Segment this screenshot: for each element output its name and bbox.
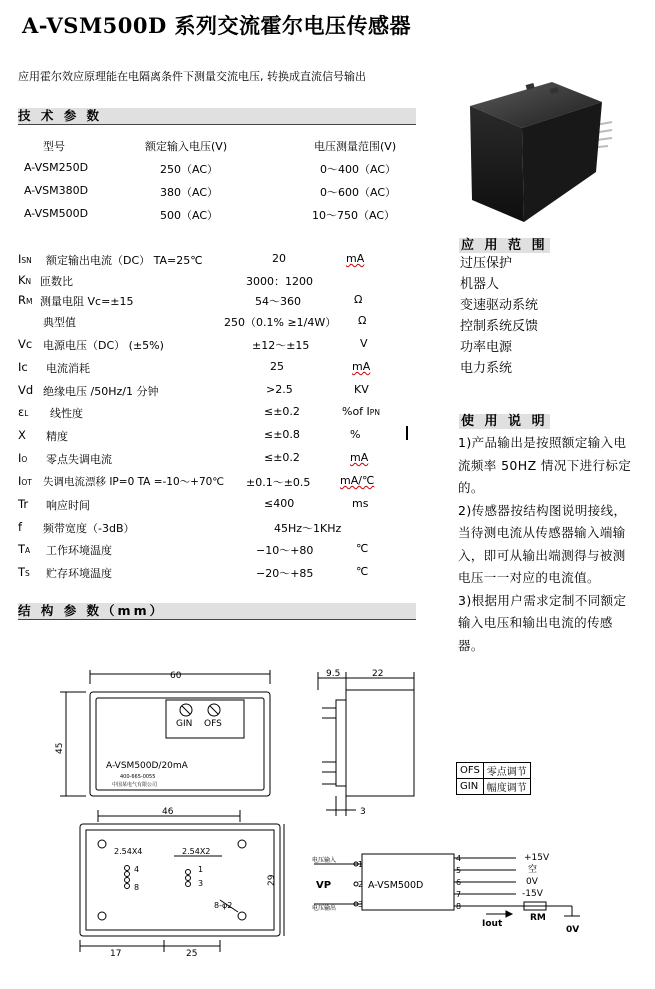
models-header-model: 型号 [43, 140, 65, 153]
application-item: 控制系统反馈 [460, 319, 539, 334]
wiring-pin: 7 [456, 890, 462, 899]
param-unit: % [350, 428, 361, 441]
models-header-range: 电压测量范围(V) [314, 140, 397, 153]
pin-label: 8 [134, 883, 140, 892]
param-unit: mA/℃ [340, 474, 375, 487]
param-value: 20 [272, 252, 286, 265]
model-range: 0～600（AC） [320, 186, 397, 199]
param-value: ≤400 [264, 497, 295, 510]
param-row: ISN [18, 252, 32, 266]
usage-list [458, 432, 638, 657]
wiring-vp-label: VP [316, 880, 332, 891]
param-row: Tr [18, 497, 29, 511]
param-unit: %of IPN [342, 405, 380, 418]
text-cursor [406, 426, 408, 440]
legend-row [457, 763, 531, 779]
param-label: 工作环境温度 [46, 544, 112, 557]
front-height-dim: 45 [55, 742, 65, 754]
pot-gin-label: GIN [176, 719, 193, 729]
param-value: ≤±0.2 [264, 405, 300, 418]
wiring-output: 0V [526, 877, 538, 887]
param-row: εL [18, 405, 29, 419]
param-row: IO [18, 451, 28, 465]
wiring-pin: 8 [456, 902, 462, 911]
model-range: 10～750（AC） [312, 209, 396, 222]
wiring-diagram [306, 850, 606, 946]
wiring-pin: 4 [456, 854, 462, 863]
applications-heading: 应 用 范 围 [461, 238, 548, 253]
application-item: 电力系统 [460, 361, 513, 376]
legend-desc: 零点调节 [483, 763, 530, 779]
pot-ofs-label: OFS [204, 719, 222, 729]
param-unit: mA [350, 451, 369, 464]
param-label: 响应时间 [46, 499, 90, 512]
legend-code: OFS [457, 763, 484, 779]
wiring-output: +15V [524, 853, 550, 863]
sensor-product-image [462, 76, 622, 226]
wiring-pin: 6 [456, 878, 462, 887]
param-unit: Ω [354, 293, 363, 306]
wiring-device-label: A-VSM500D [368, 880, 424, 891]
page-title: A-VSM500D 系列交流霍尔电压传感器 [22, 13, 412, 38]
hole-label: 8-φ2 [214, 901, 233, 910]
param-unit: ℃ [356, 565, 369, 578]
usage-item: 2)传感器按结构图说明接线，当待测电流从传感器输入端输入，即可从输出端测得与被测电压一一对应的电流值。 [458, 502, 627, 585]
param-value: 25 [270, 360, 284, 373]
param-value: >2.5 [266, 383, 293, 396]
wiring-output: -15V [522, 889, 543, 899]
param-value: −10～+80 [256, 544, 314, 557]
tech-section-heading: 技 术 参 数 [18, 108, 416, 125]
wiring-output-label: 电压输出 [312, 905, 337, 912]
application-item: 机器人 [460, 277, 500, 292]
wiring-pin: 3 [358, 900, 364, 909]
param-row: Ic [18, 360, 28, 374]
param-label: 线性度 [50, 407, 83, 420]
application-item: 过压保护 [460, 256, 513, 271]
legend-row [457, 779, 531, 795]
param-value: 54～360 [255, 295, 301, 308]
legend-code: GIN [457, 779, 484, 795]
param-unit: mA [352, 360, 371, 373]
pin-label: 1 [198, 865, 204, 874]
param-row: TS [18, 565, 30, 579]
wiring-pin: 1 [358, 860, 364, 869]
bottom-dim-d1: 17 [110, 949, 122, 956]
param-label: 零点失调电流 [46, 453, 112, 466]
side-dim-c: 3 [360, 807, 366, 817]
param-row: Vd [18, 383, 34, 397]
param-label: 测量电阻 Vc=±15 [40, 295, 134, 308]
param-label: 频带宽度（-3dB） [43, 522, 135, 535]
front-small-text: 中国某电气有限公司 [112, 782, 158, 788]
param-label: 匝数比 [40, 275, 73, 288]
side-view-drawing [300, 664, 440, 824]
model-rated: 380（AC） [160, 186, 219, 199]
param-unit: mA [346, 252, 365, 265]
param-value: 250（0.1% ≥1/4W） [224, 316, 337, 329]
pin-pitch-left: 2.54X4 [114, 847, 143, 856]
usage-item: 3)根据用户需求定制不同额定输入电压和输出电流的传感器。 [458, 592, 627, 653]
front-model-label: A-VSM500D/20mA [106, 761, 188, 771]
param-label: 额定输出电流（DC） TA=25℃ [46, 254, 203, 267]
side-dim-b: 22 [372, 669, 384, 679]
param-value: ≤±0.8 [264, 428, 300, 441]
param-label: 贮存环境温度 [46, 567, 112, 580]
param-row: RM [18, 293, 33, 307]
wiring-ground-label: 0V [566, 925, 580, 935]
param-row: Vc [18, 337, 33, 351]
wiring-output: 空 [528, 865, 538, 875]
param-value: ±0.1～±0.5 [246, 476, 311, 489]
application-item: 功率电源 [460, 340, 513, 355]
param-value: 45Hz～1KHz [274, 522, 342, 535]
model-name: A-VSM380D [24, 184, 89, 197]
pin-label: 4 [134, 865, 140, 874]
front-width-dim: 60 [170, 671, 182, 681]
legend-desc: 幅度调节 [483, 779, 530, 795]
pin-label: 3 [198, 879, 204, 888]
model-rated: 250（AC） [160, 163, 219, 176]
usage-heading: 使 用 说 明 [461, 414, 548, 429]
wiring-iout-label: Iout [482, 919, 503, 929]
param-unit: ℃ [356, 542, 369, 555]
param-label: 电源电压（DC） (±5%) [43, 339, 164, 352]
adjust-legend-table [456, 762, 531, 795]
wiring-rm-label: RM [530, 913, 546, 923]
param-label: 典型值 [43, 316, 76, 329]
bottom-view-drawing [70, 804, 300, 956]
param-value: ≤±0.2 [264, 451, 300, 464]
param-row: f [18, 520, 23, 534]
wiring-pin: 5 [456, 866, 462, 875]
param-value: −20～+85 [256, 567, 314, 580]
param-row: KN [18, 273, 32, 287]
param-label: 失调电流漂移 IP=0 TA =-10～+70℃ [43, 476, 225, 488]
front-small-text: 400-665-0055 [120, 774, 156, 780]
bottom-width-dim: 46 [162, 807, 174, 817]
wiring-pin: 2 [358, 880, 364, 889]
param-row: IOT [18, 474, 32, 488]
application-item: 变速驱动系统 [460, 298, 539, 313]
intro-text: 应用霍尔效应原理能在电隔离条件下测量交流电压, 转换成直流信号输出 [18, 70, 366, 83]
model-name: A-VSM500D [24, 207, 89, 220]
param-row: X [18, 428, 26, 442]
param-value: ±12～±15 [252, 339, 310, 352]
model-range: 0～400（AC） [320, 163, 397, 176]
model-rated: 500（AC） [160, 209, 219, 222]
param-label: 电流消耗 [46, 362, 90, 375]
bottom-height-dim: 29 [267, 874, 277, 886]
param-value: 3000：1200 [246, 275, 313, 288]
pin-pitch-right: 2.54X2 [182, 847, 211, 856]
models-header-rated: 额定输入电压(V) [145, 140, 228, 153]
param-unit: KV [354, 383, 369, 396]
param-label: 绝缘电压 /50Hz/1 分钟 [43, 385, 159, 398]
front-view-drawing [50, 664, 290, 804]
model-name: A-VSM250D [24, 161, 89, 174]
param-unit: Ω [358, 314, 367, 327]
param-unit: V [360, 337, 368, 350]
bottom-dim-d2: 25 [186, 949, 198, 956]
wiring-input-label: 电压输入 [312, 857, 337, 864]
param-label: 精度 [46, 430, 68, 443]
structure-section-heading: 结 构 参 数（mm） [18, 603, 416, 620]
param-unit: ms [352, 497, 369, 510]
side-dim-a: 9.5 [326, 669, 341, 679]
usage-item: 1)产品输出是按照额定输入电流频率 50HZ 情况下进行标定的。 [458, 435, 632, 495]
param-row: TA [18, 542, 31, 556]
